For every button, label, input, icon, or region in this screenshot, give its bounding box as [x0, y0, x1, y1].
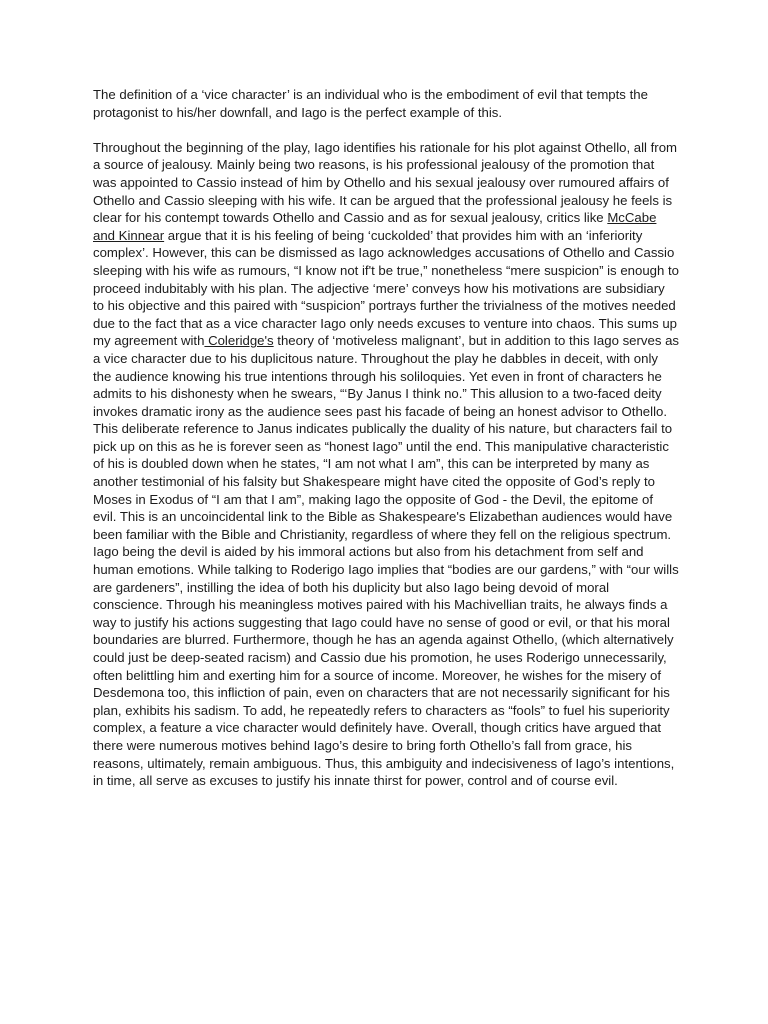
document-page [93, 86, 679, 790]
body-text-part-2: argue that it is his feeling of being ‘cuckolded’ that provides him with an ‘inferiority complex’. However, this can be dismissed as Iago acknowledges accusations of Othello and Cassio sleeping with his wife as rumours, “I know not if't be true,” nonetheless “mere suspicion” is enough to proceed indubitably with his plan. The adjective ‘mere’ conveys how his motivations are subsidiary to his objective and this paired with “suspicion” portrays further the trivialness of the motives needed due to the fact that as a vice character Iago only needs excuses to venture into chaos. This sums up my agreement with [93, 227, 679, 349]
body-text-part-3: theory of ‘motiveless malignant’, but in addition to this Iago serves as a vice character due to his duplicitous nature. Throughout the play he dabbles in deceit, with only the audience knowing his true intentions through his soliloquies. Yet even in front of characters he admits to his dishonesty when he swears, “‘By Janus I think no.” This allusion to a two-faced deity invokes dramatic irony as the audience sees past his facade of being an honest advisor to Othello. This deliberate reference to Janus indicates publically the duality of his nature, but characters fail to pick up on this as he is forever seen as “honest Iago” until the end. This manipulative characteristic of his is doubled down when he states, “I am not what I am”, this can be interpreted by many as another testimonial of his falsity but Shakespeare might have cited the opposite of God’s reply to Moses in Exodus of “I am that I am”, making Iago the opposite of God - the Devil, the epitome of evil. This is an uncoincidental link to the Bible as Shakespeare's Elizabethan audiences would have been familiar with the Bible and Christianity, regardless of where they fell on the religious spectrum. Iago being the devil is aided by his immoral actions but also from his detachment from self and human emotions. While talking to Roderigo Iago implies that “bodies are our gardens,” with “our wills are gardeners”, instilling the idea of both his duplicity but also Iago being devoid of moral conscience. Through his meaningless motives paired with his Machivellian traits, he always finds a way to justify his actions suggesting that Iago could have no sense of good or evil, or that his moral boundaries are blurred. Furthermore, though he has an agenda against Othello, (which alternatively could just be deep-seated racism) and Cassio due his promotion, he uses Roderigo unnecessarily, often belittling him and exerting him for a source of income. Moreover, he wishes for the misery of Desdemona too, this infliction of pain, even on characters that are not necessarily significant for his plan, exhibits his sadism. To add, he repeatedly refers to characters as “fools” to fuel his superiority complex, a feature a vice character would definitely have. Overall, though critics have argued that there were numerous motives behind Iago’s desire to bring forth Othello’s fall from grace, his reasons, ultimately, remain ambiguous. Thus, this ambiguity and indecisiveness of Iago’s intentions, in time, all serve as excuses to justify his innate thirst for power, control and of course evil. [93, 333, 680, 789]
coleridge-reference: Coleridge's [204, 333, 274, 349]
body-text-part-1: Throughout the beginning of the play, Iago identifies his rationale for his plot against Othello, all from a source of jealousy. Mainly being two reasons, is his professional jealousy of the promotion that was appointed to Cassio instead of him by Othello and his sexual jealousy over rumoured affairs of Othello and Cassio sleeping with his wife. It can be argued that the professional jealousy he feels is clear for his contempt towards Othello and Cassio and as for sexual jealousy, critics like [93, 139, 678, 226]
intro-paragraph: The definition of a ‘vice character’ is an individual who is the embodiment of evil that tempts the protagonist to his/her downfall, and Iago is the perfect example of this. [93, 87, 648, 120]
mccabe-kinnear-reference: McCabe and Kinnear [93, 210, 657, 243]
body-paragraph [93, 139, 679, 790]
